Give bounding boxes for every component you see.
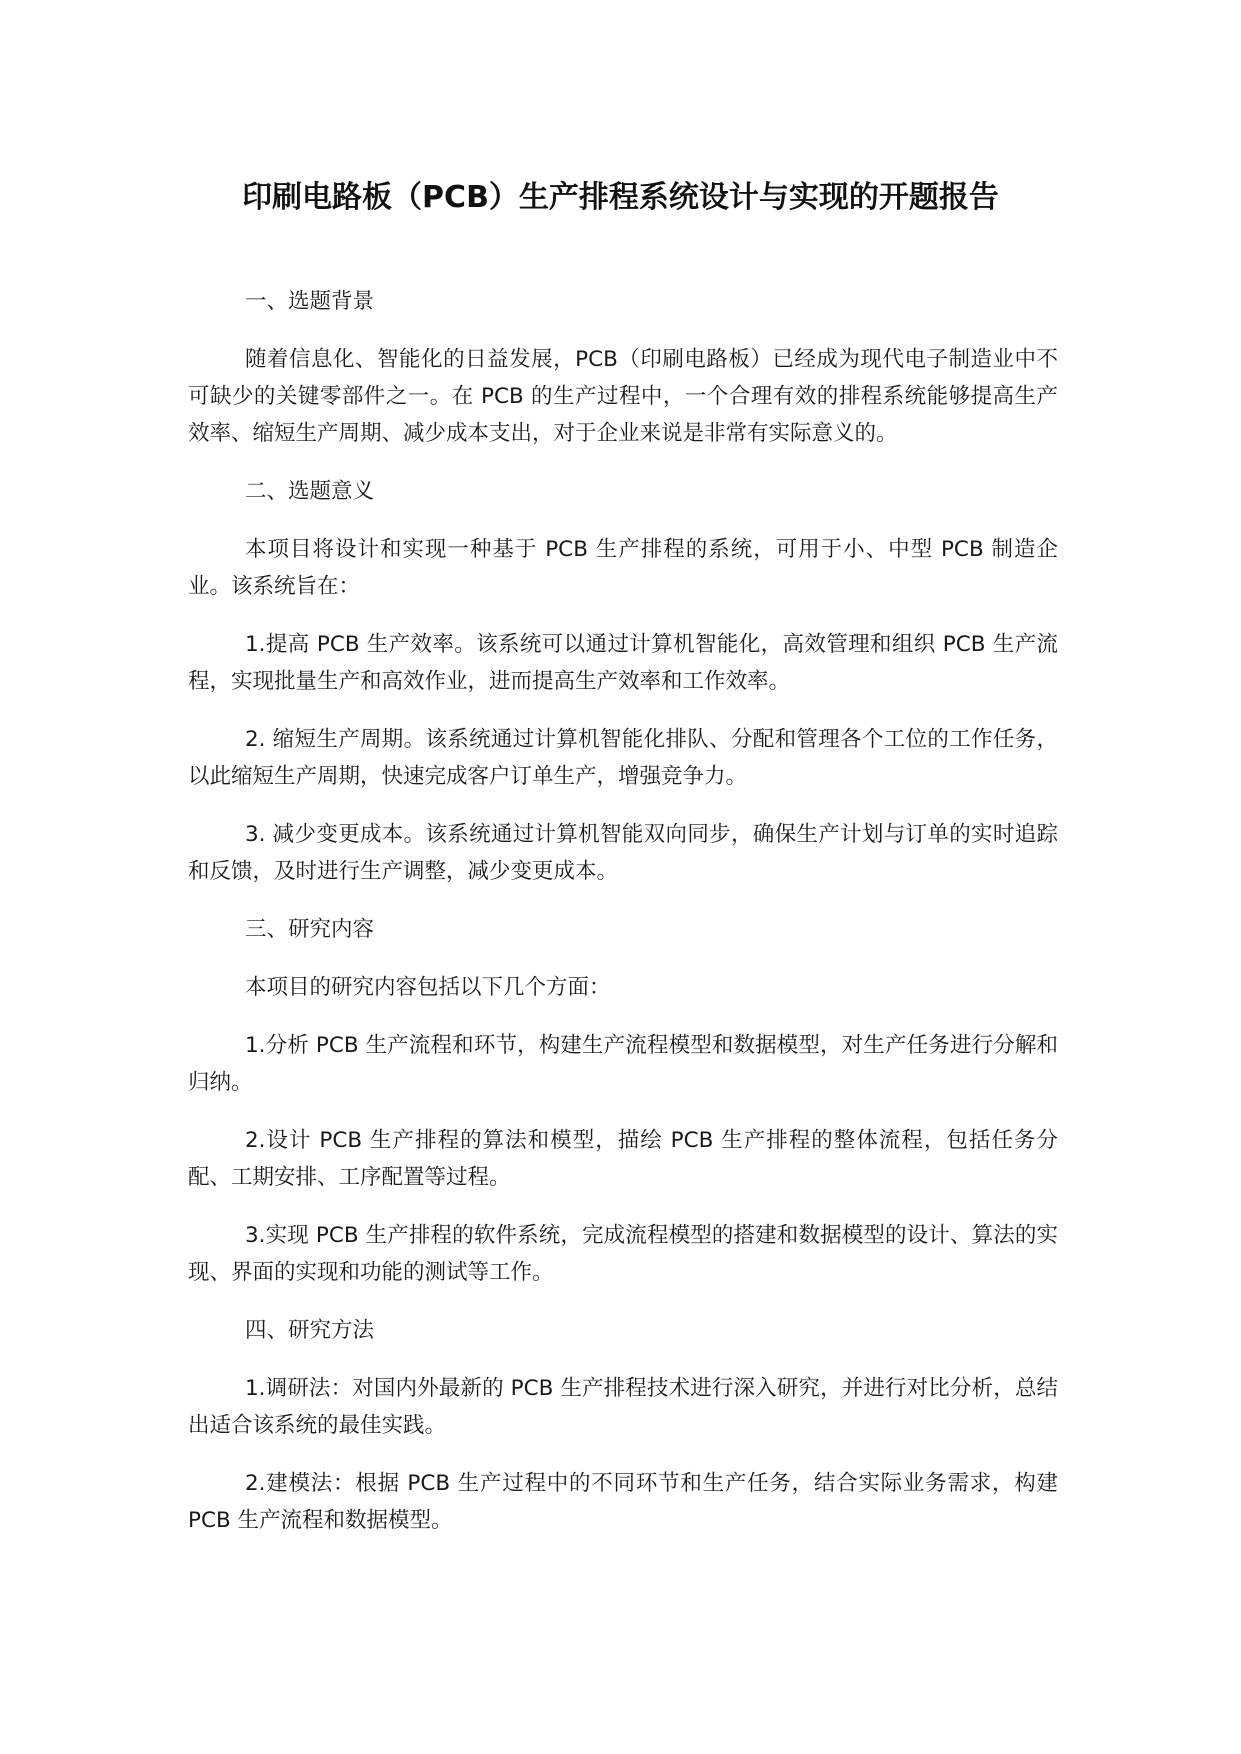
- document-body: [188, 283, 1058, 1560]
- paragraph-significance-intro: 本项目将设计和实现一种基于 PCB 生产排程的系统，可用于小、中型 PCB 制造企业。该系统旨在：: [188, 537, 1058, 599]
- paragraph-background: 随着信息化、智能化的日益发展，PCB（印刷电路板）已经成为现代电子制造业中不可缺少的关键零部件之一。在 PCB 的生产过程中，一个合理有效的排程系统能够提高生产效率、缩短生产周期、减少成本支出，对于企业来说是非常有实际意义的。: [188, 347, 1058, 446]
- list-item-method-2: 2.建模法：根据 PCB 生产过程中的不同环节和生产任务，结合实际业务需求，构建 PCB 生产流程和数据模型。: [188, 1471, 1058, 1533]
- document-title: 印刷电路板（PCB）生产排程系统设计与实现的开题报告: [242, 180, 999, 215]
- paragraph-content-intro: 本项目的研究内容包括以下几个方面：: [245, 975, 611, 1000]
- list-item-goal-1: 1.提高 PCB 生产效率。该系统可以通过计算机智能化，高效管理和组织 PCB 生产流程，实现批量生产和高效作业，进而提高生产效率和工作效率。: [188, 632, 1058, 694]
- section-heading-significance: 二、选题意义: [245, 479, 375, 504]
- list-item-goal-2: 2. 缩短生产周期。该系统通过计算机智能化排队、分配和管理各个工位的工作任务，以此缩短生产周期，快速完成客户订单生产，增强竞争力。: [188, 727, 1058, 789]
- section-heading-content: 三、研究内容: [245, 917, 375, 942]
- section-heading-methods: 四、研究方法: [245, 1318, 375, 1343]
- list-item-content-2: 2.设计 PCB 生产排程的算法和模型，描绘 PCB 生产排程的整体流程，包括任务分配、工期安排、工序配置等过程。: [188, 1128, 1058, 1190]
- list-item-content-3: 3.实现 PCB 生产排程的软件系统，完成流程模型的搭建和数据模型的设计、算法的实现、界面的实现和功能的测试等工作。: [188, 1223, 1058, 1285]
- list-item-method-1: 1.调研法：对国内外最新的 PCB 生产排程技术进行深入研究，并进行对比分析，总结出适合该系统的最佳实践。: [188, 1376, 1058, 1438]
- section-heading-background: 一、选题背景: [245, 289, 375, 314]
- list-item-content-1: 1.分析 PCB 生产流程和环节，构建生产流程模型和数据模型，对生产任务进行分解和归纳。: [188, 1033, 1058, 1095]
- list-item-goal-3: 3. 减少变更成本。该系统通过计算机智能双向同步，确保生产计划与订单的实时追踪和反馈，及时进行生产调整，减少变更成本。: [188, 822, 1058, 884]
